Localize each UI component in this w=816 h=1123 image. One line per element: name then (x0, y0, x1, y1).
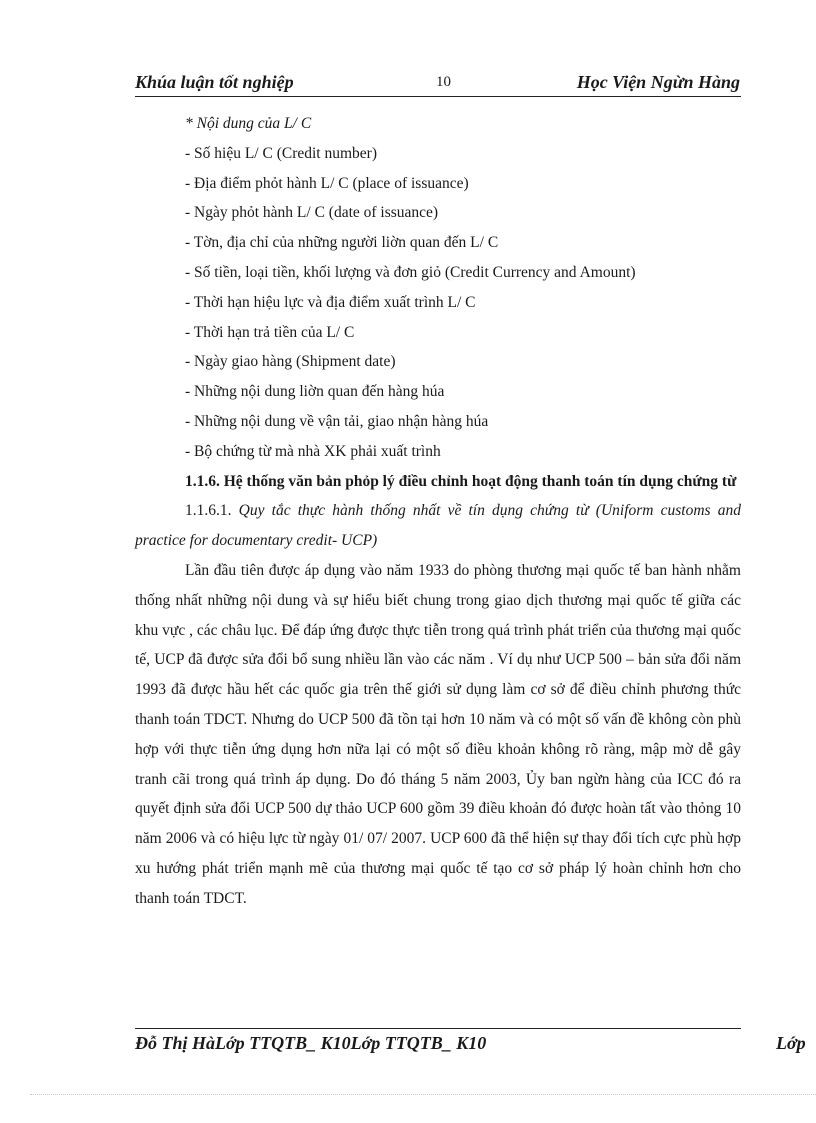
list-item: - Số tiền, loại tiền, khối lượng và đơn giỏ (Credit Currency and Amount) (185, 263, 636, 281)
list-item: - Tờn, địa chỉ của những người liờn quan đến L/ C (185, 234, 499, 252)
list-item: - Bộ chứng từ mà nhà XK phải xuất trình (185, 442, 441, 460)
list-item: - Địa điểm phỏt hành L/ C (place of issuance) (185, 174, 469, 192)
header-right-title: Học Viện Ngừn Hàng (576, 72, 740, 92)
subsection-title: Quy tắc thực hành thống nhất về tín dụng chứng từ (Uniform customs and practice for documentary credit- UCP) (135, 502, 741, 550)
list-item: - Thời hạn trả tiền của L/ C (185, 323, 355, 341)
subsection-number: 1.1.6.1. (185, 502, 232, 520)
subsection-heading (135, 496, 741, 556)
body-paragraph: Lần đầu tiên được áp dụng vào năm 1933 do phòng thương mại quốc tế ban hành nhằm thống nhất những nội dung và sự hiểu biết chung trong giao dịch thương mại quốc tế giữa các khu vực , các châu lục. Để đáp ứng được thực tiễn trong quá trình phát triển của thương mại quốc tế, UCP đã được sửa đổi bổ sung nhiều lần vào các năm . Ví dụ như UCP 500 – bản sửa đổi năm 1993 đã được hầu hết các quốc gia trên thế giới sử dụng làm cơ sở để điều chỉnh phương thức thanh toán TDCT. Nhưng do UCP 500 đã tồn tại hơn 10 năm và có một số vấn đề không còn phù hợp với thực tiễn ứng dụng hơn nữa lại có một số điều khoản không rõ ràng, mập mờ dễ gây tranh cãi trong quá trình áp dụng. Do đó tháng 5 năm 2003, Ủy ban ngừn hàng của ICC đó ra quyết định sửa đổi UCP 500 dự thảo UCP 600 gồm 39 điều khoản đó được hoàn tất vào thỏng 10 năm 2006 và có hiệu lực từ ngày 01/ 07/ 2007. UCP 600 đã thể hiện sự thay đổi tích cực phù hợp xu hướng phát triển mạnh mẽ của thương mại quốc tế tạo cơ sở pháp lý hoàn chỉnh hơn cho thanh toán TDCT. (135, 561, 741, 907)
page-content (135, 109, 741, 914)
footer-left-text: Đỗ Thị HàLớp TTQTB_ K10Lớp TTQTB_ K10 (135, 1033, 487, 1053)
section-heading: 1.1.6. Hệ thống văn bản phỏp lý điều chỉnh hoạt động thanh toán tín dụng chứng từ (185, 472, 737, 490)
header-left-title: Khúa luận tốt nghiệp (135, 72, 294, 92)
list-item: - Những nội dung về vận tải, giao nhận hàng húa (185, 412, 489, 430)
footer-right-text: Lớp (776, 1033, 806, 1053)
header-rule (135, 96, 741, 97)
list-item: - Ngày giao hàng (Shipment date) (185, 353, 396, 371)
page-edge-dotted-line (30, 1094, 816, 1095)
list-item: - Những nội dung liờn quan đến hàng húa (185, 383, 445, 401)
footer-rule (135, 1028, 741, 1029)
list-item: - Thời hạn hiệu lực và địa điểm xuất trình L/ C (185, 293, 476, 311)
list-item: - Số hiệu L/ C (Credit number) (185, 144, 377, 162)
page-number: 10 (436, 74, 451, 90)
list-item: - Ngày phỏt hành L/ C (date of issuance) (185, 204, 439, 222)
list-title: * Nội dung của L/ C (185, 115, 312, 132)
